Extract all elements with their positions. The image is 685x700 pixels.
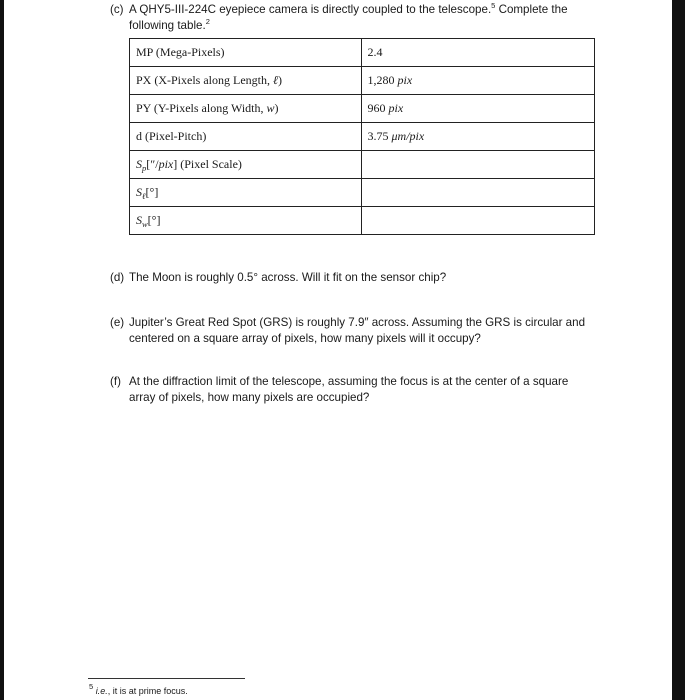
question-c-line1: A QHY5-III-224C eyepiece camera is directly coupled to the telescope.: [129, 3, 492, 16]
label-var: w: [266, 101, 275, 115]
footnote-ie: i.e.: [95, 686, 108, 696]
row-value: [361, 67, 595, 95]
table-row-py: [130, 95, 595, 123]
row-label: d (Pixel-Pitch): [130, 123, 362, 151]
row-label: [130, 179, 362, 207]
table-row-s-width: [130, 207, 595, 235]
question-d-text: The Moon is roughly 0.5° across. Will it fit on the sensor chip?: [129, 271, 447, 284]
value-number: 3.75: [367, 129, 392, 143]
row-value-empty: [361, 207, 595, 235]
value-unit: μm/pix: [391, 129, 425, 143]
symbol-unit: [°]: [147, 213, 161, 227]
row-label: [130, 95, 362, 123]
row-value: [361, 95, 595, 123]
footnote-marker: 5: [89, 682, 94, 691]
question-c-label: (c): [110, 3, 124, 16]
question-e: [110, 315, 650, 349]
label-text: PY (Y-Pixels along Width,: [136, 101, 267, 115]
row-label: [130, 207, 362, 235]
question-d-label: (d): [110, 271, 125, 284]
row-label: [130, 67, 362, 95]
table-row-px: [130, 67, 595, 95]
question-f-text: [129, 374, 568, 406]
value-unit: pix: [397, 73, 413, 87]
question-d: [110, 270, 650, 288]
value-number: 1,280: [367, 73, 398, 87]
row-value-empty: [361, 179, 595, 207]
row-value-empty: [361, 151, 595, 179]
value-number: 960: [367, 101, 389, 115]
camera-spec-table: [129, 38, 595, 235]
question-f-line2: array of pixels, how many pixels are occupied?: [129, 391, 370, 404]
table-row-mp: [130, 39, 595, 67]
footnote-ref-2: 2: [205, 17, 210, 26]
symbol-unit-var: pix: [158, 157, 174, 171]
question-c-line1-tail: Complete the: [495, 3, 568, 16]
label-close: ): [278, 73, 282, 87]
question-e-label: (e): [110, 316, 125, 329]
footnote-rule: [88, 678, 245, 679]
table-row-pixel-scale: [130, 151, 595, 179]
question-e-line2: centered on a square array of pixels, how many pixels will it occupy?: [129, 332, 481, 345]
question-e-text: [129, 315, 585, 347]
footnote-ref-5: 5: [491, 1, 496, 10]
footnote: [89, 682, 188, 697]
label-var: ℓ: [273, 73, 278, 87]
label-close: ): [274, 101, 279, 115]
left-border: [0, 0, 4, 700]
symbol-unit: [″/: [146, 157, 159, 171]
row-value: [361, 123, 595, 151]
table-row-pitch: [130, 123, 595, 151]
table-row-s-length: [130, 179, 595, 207]
right-border: [672, 0, 685, 700]
value-unit: pix: [388, 101, 404, 115]
symbol-unit-close: ]: [173, 157, 178, 171]
question-c-line2: following table.: [129, 19, 206, 32]
question-e-line1: Jupiter’s Great Red Spot (GRS) is roughly 7.9″ across. Assuming the GRS is circular and: [129, 316, 586, 329]
symbol-subscript: ℓ: [142, 191, 146, 201]
symbol-unit: [°]: [145, 185, 159, 199]
question-c-text: [129, 2, 568, 34]
symbol-subscript: p: [142, 163, 147, 173]
symbol: S: [136, 157, 142, 171]
symbol-subscript: w: [142, 219, 148, 229]
row-value: 2.4: [361, 39, 595, 67]
footnote-text: , it is at prime focus.: [107, 686, 188, 696]
symbol: S: [136, 185, 142, 199]
row-label: MP (Mega-Pixels): [130, 39, 362, 67]
question-f-line1: At the diffraction limit of the telescope, assuming the focus is at the center of a square: [129, 375, 569, 388]
question-c: [110, 2, 650, 36]
label-text: PX (X-Pixels along Length,: [136, 73, 273, 87]
row-label: [130, 151, 362, 179]
symbol: S: [136, 213, 142, 227]
question-f: [110, 374, 650, 408]
question-f-label: (f): [110, 375, 121, 388]
label-text: (Pixel Scale): [177, 157, 242, 171]
